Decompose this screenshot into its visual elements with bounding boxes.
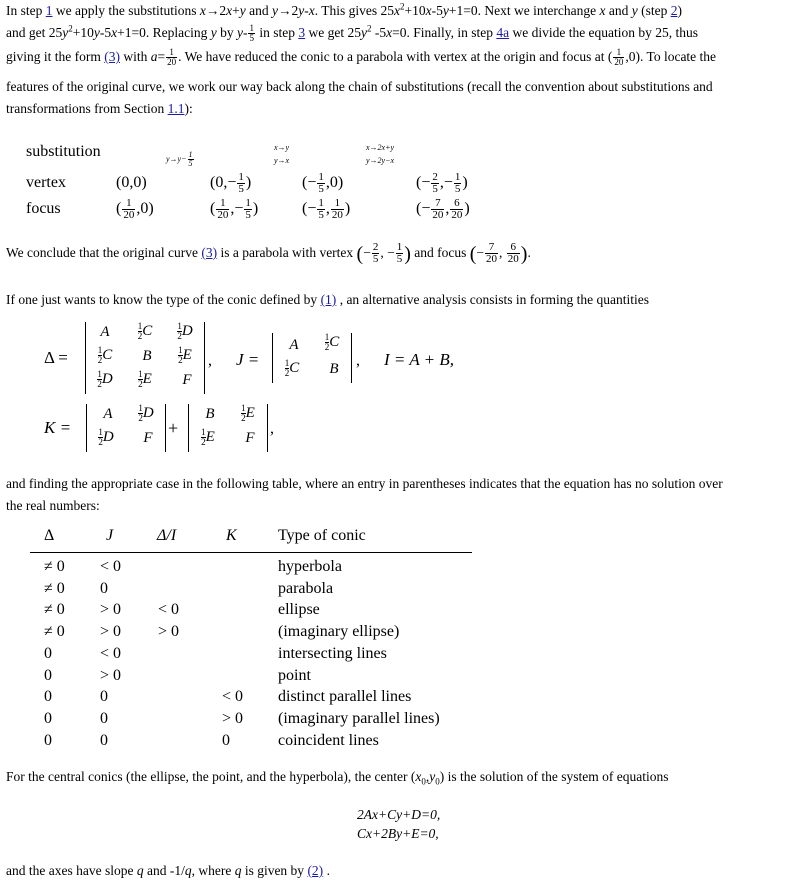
step-2-link[interactable]: 2 (670, 3, 678, 18)
condition-cell: ≠ 0 (44, 558, 65, 575)
table-header-rule (30, 552, 472, 553)
condition-cell: < 0 (100, 644, 122, 662)
eq-2-link[interactable]: (2) (307, 863, 324, 878)
col-header-j: J (106, 527, 114, 544)
condition-cell: 0 (100, 709, 108, 727)
central-conics-paragraph: For the central conics (the ellipse, the point, and the hyperbola), the center $(x_0,y_0)$ is the solution of the system of equations (6, 769, 669, 787)
label-substitution: substitution (26, 143, 101, 160)
step-3-link[interactable]: 3 (298, 25, 306, 40)
condition-cell: > 0 (100, 601, 122, 619)
condition-cell: < 0 (158, 601, 180, 619)
vertex-2: (− $\frac{1}{5}$ ,0) (302, 171, 344, 195)
condition-cell: > 0 (222, 709, 244, 727)
axes-slope-paragraph: and the axes have slope q and -1/q, where q is given by (2) . (6, 863, 330, 878)
col-header-delta-i: Δ/I (157, 527, 177, 544)
col-header-type: Type of conic (278, 527, 366, 544)
condition-cell: 0 (44, 666, 52, 684)
condition-cell: 0 (100, 688, 108, 706)
k-matrix-2: B $\frac{1}{2}$ E $\frac{1}{2}$ E F (188, 404, 268, 452)
conic-type-cell: parabola (278, 579, 334, 597)
step-4a-link[interactable]: 4a (496, 25, 510, 40)
label-vertex: vertex (26, 174, 66, 191)
focus-3: (− $\frac{7}{20}$ , $\frac{6}{20}$ ) (416, 197, 470, 221)
sub-header-1: y→y− $\frac{1}{5}$ (166, 150, 193, 168)
focus-1: ( $\frac{1}{20}$ ,− $\frac{1}{5}$ ) (210, 197, 259, 221)
condition-cell: ≠ 0 (44, 579, 65, 597)
i-formula: I = A + B, (384, 350, 455, 369)
condition-cell: < 0 (100, 558, 122, 575)
sub-header-3a: x→2x+y (366, 143, 395, 152)
focus-2: (− $\frac{1}{5}$ , $\frac{1}{20}$ ) (302, 197, 351, 221)
condition-cell: 0 (44, 709, 52, 727)
condition-cell: ≠ 0 (44, 601, 65, 619)
vertex-0: (0,0) (116, 174, 147, 191)
vertex-1: (0,− $\frac{1}{5}$ ) (210, 171, 252, 195)
label-focus: focus (26, 200, 61, 217)
conic-type-cell: ellipse (278, 601, 320, 619)
conic-type-cell: point (278, 666, 311, 684)
alternative-paragraph: If one just wants to know the type of the conic defined by (1) , an alternative analysis consists in forming the quantities (6, 292, 649, 307)
condition-cell: 0 (100, 579, 108, 597)
conclusion-paragraph: We conclude that the original curve (3) is a parabola with vertex (− $\frac{2}{5}$ , − $\frac{1}{5}$ ) and focus (− $\frac{7}{20}$ , $\frac{6}{20}$ ). (6, 241, 531, 266)
conic-type-cell: coincident lines (278, 731, 379, 749)
equation-2: Cx+2By+E=0, (357, 826, 439, 841)
condition-cell: 0 (100, 731, 108, 749)
sub-header-2b: y→x (274, 156, 290, 165)
condition-cell: 0 (44, 731, 52, 749)
condition-cell: > 0 (100, 623, 122, 641)
fraction-one-fifth: $\frac{1}{5}$ (249, 23, 254, 44)
delta-matrix: A $\frac{1}{2}$ C $\frac{1}{2}$ D $\frac{1}{2}$ C B $\frac{1}{2}$ E $\frac{1}{2}$ D $\frac{1}{2}$ E F (85, 322, 205, 394)
condition-cell: 0 (44, 688, 52, 706)
conic-type-cell: hyperbola (278, 558, 342, 575)
fraction-one-twentieth: $\frac{1}{20}$ (167, 47, 177, 68)
condition-cell: > 0 (100, 666, 122, 684)
condition-cell: > 0 (158, 623, 180, 641)
condition-cell: < 0 (222, 688, 244, 706)
condition-cell: 0 (222, 731, 230, 749)
table-intro-paragraph: and finding the appropriate case in the following table, where an entry in parentheses indicates that the equation has no solution over the real numbers: (6, 476, 723, 513)
conic-type-cell: distinct parallel lines (278, 688, 412, 706)
col-header-k: K (226, 527, 237, 544)
eq-3-link-b[interactable]: (3) (201, 245, 218, 260)
j-matrix: A $\frac{1}{2}$ C $\frac{1}{2}$ C B (272, 333, 352, 383)
step-1-link[interactable]: 1 (45, 3, 53, 18)
fraction-one-twentieth-b: $\frac{1}{20}$ (614, 47, 624, 68)
k-matrix-1: A $\frac{1}{2}$ D $\frac{1}{2}$ D F (86, 404, 166, 452)
conic-type-cell: (imaginary parallel lines) (278, 709, 440, 727)
condition-cell: ≠ 0 (44, 623, 65, 641)
focus-0: ( $\frac{1}{20}$ ,0) (116, 197, 154, 221)
intro-paragraph: In step 1 we apply the substitutions x→2x+y and y→2y-x. This gives $25x^2+10x-5y+1=0$. Next we interchange x and y (step 2) and get $25y^2+10y-5x+1=0$. Replacing y by y- $\frac{1}{5}$ in step 3 we get $25y^2$ -5x=0. Finally, in step 4a we divide the equation by 25, thus giving it the form (3) with a= $\frac{1}{20}$ . We have reduced the conic to a parabola with vertex at the origin and focus at ( $\frac{1}{20}$ ,0). To locate the features of the original curve, we work our way back along the chain of substitutions (recall the convention about substitutions and transformations from Section 1.1): (6, 1, 717, 116)
eq-3-link[interactable]: (3) (104, 49, 120, 64)
conic-type-cell: intersecting lines (278, 644, 387, 662)
equation-1: 2Ax+Cy+D=0, (357, 807, 441, 822)
sub-header-2a: x→y (274, 143, 290, 152)
section-1-1-link[interactable]: 1.1 (167, 101, 185, 116)
conic-type-cell: (imaginary ellipse) (278, 623, 400, 641)
vertex-3: (− $\frac{2}{5}$ ,− $\frac{1}{5}$ ) (416, 171, 468, 195)
eq-1-link[interactable]: (1) (320, 292, 337, 307)
condition-cell: 0 (44, 644, 52, 662)
col-header-delta: Δ (44, 527, 55, 544)
sub-header-3b: y→2y−x (366, 156, 395, 165)
